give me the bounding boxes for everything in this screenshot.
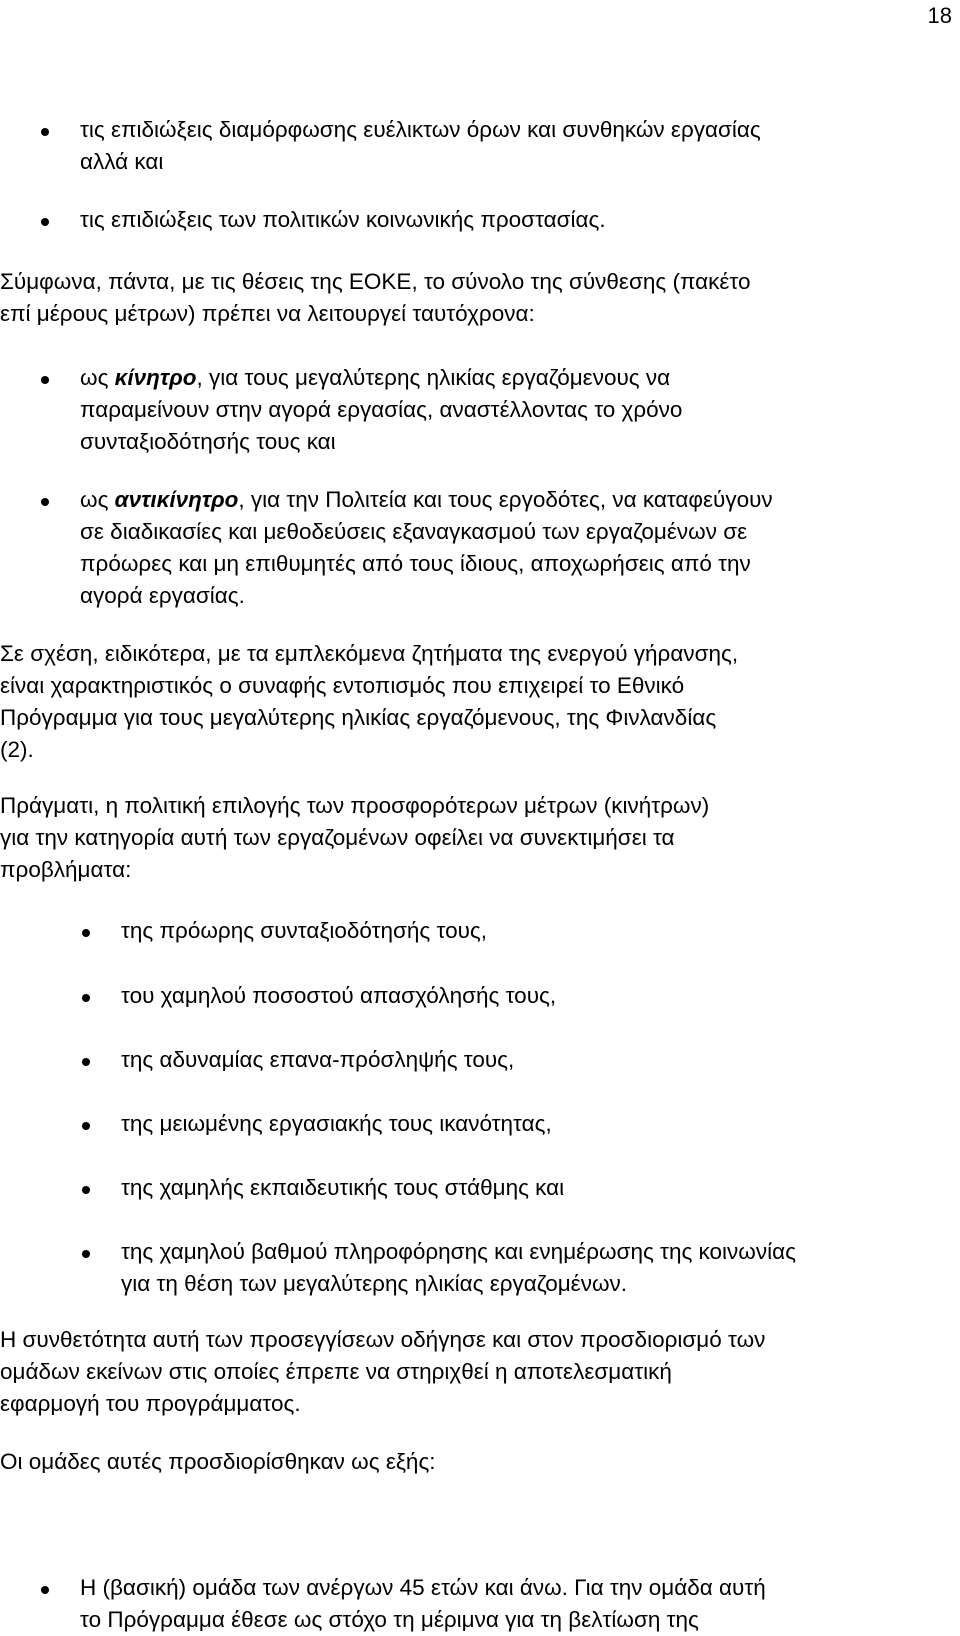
list-item-line: αγορά εργασίας. — [80, 583, 245, 608]
paragraph-line: Πρόγραμμα για τους μεγαλύτερης ηλικίας εργαζόμενους, της Φινλανδίας — [0, 705, 717, 730]
bullet-icon — [41, 128, 49, 136]
emphasis-text: αντικίνητρο — [114, 487, 239, 512]
bullet-icon — [82, 1186, 90, 1194]
list-item — [121, 1172, 951, 1204]
line-rest-text: , για την Πολιτεία και τους εργοδότες, να καταφεύγουν — [238, 487, 773, 512]
list-item-line: του χαμηλού ποσοστού απασχόλησής τους, — [121, 983, 557, 1008]
list-item-line: πρόωρες και μη επιθυμητές από τους ίδιους, αποχωρήσεις από την — [80, 551, 751, 576]
list-item-line: για τη θέση των μεγαλύτερης ηλικίας εργαζομένων. — [121, 1271, 628, 1296]
page-number: 18 — [927, 3, 952, 28]
list-item — [121, 1044, 951, 1076]
list-item-line — [80, 362, 950, 394]
list-item — [80, 1572, 950, 1636]
paragraph — [0, 266, 955, 330]
list-item-line: της χαμηλού βαθμού πληροφόρησης και ενημέρωσης της κοινωνίας — [121, 1239, 796, 1264]
paragraph-line: Σε σχέση, ειδικότερα, με τα εμπλεκόμενα ζητήματα της ενεργού γήρανσης, — [0, 641, 739, 666]
list-item-line — [80, 484, 950, 516]
paragraph — [0, 1446, 955, 1478]
paragraph-line: ομάδων εκείνων στις οποίες έπρεπε να στηριχθεί η αποτελεσματική — [0, 1359, 672, 1384]
list-item-line: αλλά και — [80, 149, 164, 174]
paragraph-line: Πράγματι, η πολιτική επιλογής των προσφορότερων μέτρων (κινήτρων) — [0, 793, 710, 818]
list-item-line: Η (βασική) ομάδα των ανέργων 45 ετών και άνω. Για την ομάδα αυτή — [80, 1575, 766, 1600]
list-item-line: τις επιδιώξεις διαμόρφωσης ευέλικτων όρων και συνθηκών εργασίας — [80, 117, 761, 142]
list-item-line: της χαμηλής εκπαιδευτικής τους στάθμης και — [121, 1175, 565, 1200]
prefix-text: ως — [80, 487, 115, 512]
list-item-line: παραμείνουν στην αγορά εργασίας, αναστέλλοντας το χρόνο — [80, 397, 683, 422]
list-item-line: της πρόωρης συνταξιοδότησής τους, — [121, 918, 488, 943]
list-item — [121, 980, 951, 1012]
list-item-line: της αδυναμίας επανα-πρόσληψής τους, — [121, 1047, 515, 1072]
list-item — [121, 915, 951, 947]
bullet-icon — [41, 376, 49, 384]
emphasis-text: κίνητρο — [114, 365, 197, 390]
list-item — [121, 1108, 951, 1140]
list-item — [121, 1236, 951, 1300]
list-item-line: σε διαδικασίες και μεθοδεύσεις εξαναγκασμού των εργαζομένων σε — [80, 519, 748, 544]
paragraph-line: εφαρμογή του προγράμματος. — [0, 1391, 301, 1416]
paragraph-line: για την κατηγορία αυτή των εργαζομένων οφείλει να συνεκτιμήσει τα — [0, 825, 675, 850]
list-item-line: συνταξιοδότησής τους και — [80, 429, 336, 454]
paragraph-line: (2). — [0, 737, 34, 762]
paragraph — [0, 638, 955, 766]
paragraph — [0, 1324, 955, 1420]
paragraph — [0, 790, 955, 886]
bullet-icon — [82, 1058, 90, 1066]
paragraph-line: είναι χαρακτηριστικός ο συναφής εντοπισμός που επιχειρεί το Εθνικό — [0, 673, 685, 698]
paragraph-line: Σύμφωνα, πάντα, με τις θέσεις της ΕΟΚΕ, το σύνολο της σύνθεσης (πακέτο — [0, 269, 751, 294]
bullet-icon — [82, 929, 90, 937]
paragraph-line: Η συνθετότητα αυτή των προσεγγίσεων οδήγησε και στον προσδιορισμό των — [0, 1327, 766, 1352]
bullet-icon — [82, 1250, 90, 1258]
list-item-line: το Πρόγραμμα έθεσε ως στόχο τη μέριμνα για τη βελτίωση της — [80, 1607, 699, 1632]
paragraph-line: Οι ομάδες αυτές προσδιορίσθηκαν ως εξής: — [0, 1449, 436, 1474]
prefix-text: ως — [80, 365, 115, 390]
bullet-icon — [41, 1586, 49, 1594]
bullet-icon — [82, 1122, 90, 1130]
line-rest-text: , για τους μεγαλύτερης ηλικίας εργαζόμενους να — [196, 365, 671, 390]
bullet-icon — [41, 498, 49, 506]
list-item — [80, 362, 950, 458]
paragraph-line: προβλήματα: — [0, 857, 132, 882]
paragraph-line: επί μέρους μέτρων) πρέπει να λειτουργεί ταυτόχρονα: — [0, 301, 535, 326]
list-item-line: της μειωμένης εργασιακής τους ικανότητας, — [121, 1111, 552, 1136]
list-item — [80, 114, 950, 178]
list-item — [80, 484, 950, 612]
bullet-icon — [82, 994, 90, 1002]
list-item-line: τις επιδιώξεις των πολιτικών κοινωνικής προστασίας. — [80, 207, 606, 232]
list-item — [80, 204, 950, 236]
bullet-icon — [41, 218, 49, 226]
